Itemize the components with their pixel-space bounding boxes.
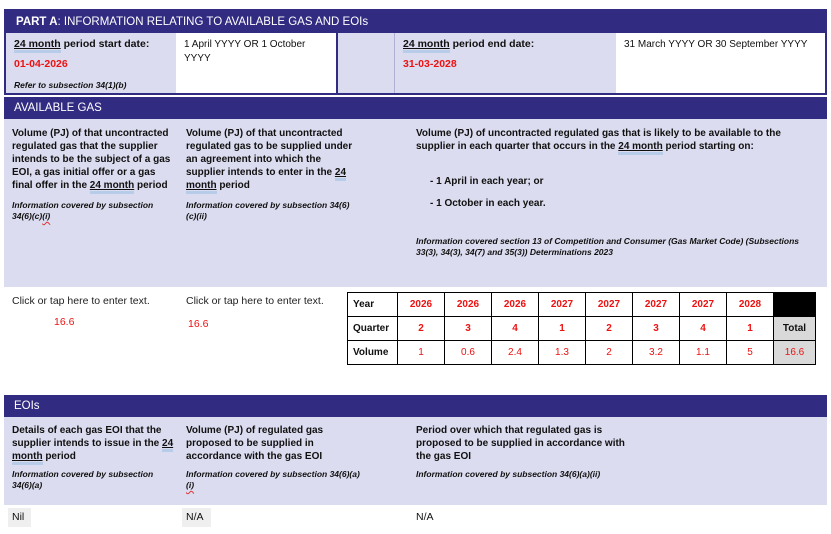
- qtable-quarter-row: [348, 317, 816, 341]
- start-date-label: [14, 38, 170, 50]
- qtable-quarter-cell[interactable]: 1: [727, 317, 774, 341]
- available-gas-title: AVAILABLE GAS: [14, 102, 102, 114]
- part-a-period-row: [6, 33, 825, 93]
- qtable-quarter-cell[interactable]: 2: [398, 317, 445, 341]
- ag-col1-note-main: Information covered by subsection 34(6)(c): [12, 200, 154, 221]
- qtable-year-row-label: Year: [348, 293, 398, 317]
- eoi-col1-note: Information covered by subsection 34(6)(a): [12, 469, 154, 490]
- eoi-col2-note: [186, 469, 364, 491]
- ag-col3-bullet-april: - 1 April in each year; or: [430, 176, 544, 187]
- end-date-value[interactable]: 31-03-2028: [403, 58, 457, 70]
- ag-col1-input-placeholder[interactable]: Click or tap here to enter text.: [12, 295, 150, 307]
- qtable-quarter-row-label: Quarter: [348, 317, 398, 341]
- start-date-label-rest: period start date:: [60, 38, 150, 50]
- qtable-quarter-cell[interactable]: 3: [633, 317, 680, 341]
- end-date-label-rest: period end date:: [449, 38, 535, 50]
- part-a-subtitle: : INFORMATION RELATING TO AVAILABLE GAS AND EOIs: [57, 16, 369, 28]
- ag-col1-header-pre: Volume (PJ) of that uncontracted regulated gas that the supplier intends to be the subject of a gas EOI, a gas initial offer or a gas final offer in the: [12, 128, 171, 191]
- eois-header-bar: [4, 395, 827, 417]
- ag-col3-bullet-october: - 1 October in each year.: [430, 198, 546, 209]
- spacer-cell: [336, 33, 394, 93]
- qtable-year-cell[interactable]: 2026: [398, 293, 445, 317]
- ag-col2-input-placeholder[interactable]: Click or tap here to enter text.: [186, 295, 324, 307]
- end-date-label: [403, 38, 610, 50]
- ag-col2-header-underlined: 24 month: [186, 167, 346, 194]
- qtable-quarter-cell[interactable]: 1: [539, 317, 586, 341]
- eoi-details-value[interactable]: Nil: [8, 508, 31, 527]
- qtable-total-value: 16.6: [774, 341, 816, 365]
- eoi-col2-note-squiggle: (i): [186, 480, 195, 490]
- ag-col3-header-pre: Volume (PJ) of uncontracted regulated gas that is likely to be available to the supplier in each quarter that occurs in the: [416, 128, 781, 152]
- end-date-label-underlined: 24 month: [403, 38, 450, 53]
- ag-col1-note-squiggle: (i): [42, 211, 51, 221]
- ag-col1-header-post: period: [134, 180, 168, 191]
- eoi-volume-value[interactable]: N/A: [182, 508, 211, 527]
- eois-values: [4, 505, 827, 534]
- ag-col3-header: [416, 127, 822, 153]
- ag-col3-header-cell: [416, 127, 822, 258]
- quarterly-volume-table: [347, 292, 816, 365]
- qtable-year-cell[interactable]: 2026: [492, 293, 539, 317]
- available-gas-column-headers: [4, 119, 827, 287]
- start-date-label-cell: [6, 33, 176, 93]
- eoi-col2-note-main: Information covered by subsection 34(6)(a): [186, 469, 360, 479]
- ag-col1-header-underlined: 24 month: [90, 180, 134, 194]
- qtable-year-row: [348, 293, 816, 317]
- eoi-col3-note: Information covered by subsection 34(6)(a)(ii): [416, 469, 601, 479]
- start-date-format-hint: 1 April YYYY OR 1 October YYYY: [176, 33, 336, 93]
- qtable-total-label: Total: [774, 317, 816, 341]
- eoi-col1-header-pre: Details of each gas EOI that the supplier intends to issue in the: [12, 425, 163, 449]
- qtable-quarter-cell[interactable]: 4: [492, 317, 539, 341]
- eoi-col3-header: Period over which that regulated gas is proposed to be supplied in accordance with the gas EOI: [416, 425, 625, 462]
- qtable-year-cell[interactable]: 2027: [539, 293, 586, 317]
- part-a-section: [4, 9, 827, 95]
- end-date-format-hint: 31 March YYYY OR 30 September YYYY: [616, 33, 825, 93]
- qtable-year-cell[interactable]: 2028: [727, 293, 774, 317]
- ag-col3-start-options: [430, 175, 822, 210]
- qtable-volume-row: [348, 341, 816, 365]
- available-gas-header-bar: [4, 97, 827, 119]
- qtable-black-cell: [774, 293, 816, 317]
- ag-col3-header-post: period starting on:: [662, 141, 754, 152]
- qtable-volume-cell[interactable]: 1.3: [539, 341, 586, 365]
- qtable-year-cell[interactable]: 2027: [586, 293, 633, 317]
- qtable-volume-cell[interactable]: 1: [398, 341, 445, 365]
- start-date-value[interactable]: 01-04-2026: [14, 58, 68, 70]
- ag-col1-header: [12, 127, 172, 192]
- qtable-year-cell[interactable]: 2026: [445, 293, 492, 317]
- part-a-title: PART A: [16, 16, 58, 28]
- available-gas-section: [4, 97, 827, 387]
- eoi-col1-header: [12, 424, 174, 463]
- eois-column-headers: [4, 417, 827, 505]
- eoi-col1-header-post: period: [42, 451, 76, 462]
- ag-col1-header-cell: [12, 127, 172, 222]
- qtable-volume-cell[interactable]: 1.1: [680, 341, 727, 365]
- ag-col3-note: Information covered section 13 of Competition and Consumer (Gas Market Code) (Subsections 33(3), 34(3), 34(7) and 35(3)) Determinations 2023: [416, 236, 800, 257]
- eoi-col3-header-cell: [416, 424, 638, 480]
- end-date-label-cell: [394, 33, 616, 93]
- eois-section: [4, 395, 827, 534]
- ag-col2-header-post: period: [216, 180, 250, 191]
- qtable-volume-cell[interactable]: 2.4: [492, 341, 539, 365]
- qtable-quarter-cell[interactable]: 3: [445, 317, 492, 341]
- eoi-col1-header-cell: [12, 424, 174, 491]
- ag-col2-header-cell: [186, 127, 354, 222]
- eois-title: EOIs: [14, 400, 40, 412]
- qtable-year-cell[interactable]: 2027: [633, 293, 680, 317]
- qtable-volume-cell[interactable]: 0.6: [445, 341, 492, 365]
- ag-col2-header-pre: Volume (PJ) of that uncontracted regulated gas to be supplied under an agreement into which the supplier intends to enter in the: [186, 128, 353, 178]
- qtable-volume-cell[interactable]: 3.2: [633, 341, 680, 365]
- qtable-volume-cell[interactable]: 2: [586, 341, 633, 365]
- eoi-period-value[interactable]: N/A: [416, 511, 434, 523]
- ag-col2-note: Information covered by subsection 34(6)(c)(ii): [186, 200, 350, 221]
- qtable-volume-cell[interactable]: 5: [727, 341, 774, 365]
- ag-col1-value[interactable]: 16.6: [54, 316, 75, 328]
- eoi-col1-header-underlined: 24 month: [12, 438, 173, 465]
- start-date-reference-note: Refer to subsection 34(1)(b): [14, 80, 127, 90]
- part-a-header-bar: [6, 11, 825, 33]
- ag-col2-value[interactable]: 16.6: [188, 318, 209, 330]
- ag-col2-header: [186, 127, 354, 192]
- qtable-quarter-cell[interactable]: 4: [680, 317, 727, 341]
- qtable-volume-row-label: Volume: [348, 341, 398, 365]
- eoi-col2-header-cell: [186, 424, 364, 491]
- qtable-year-cell[interactable]: 2027: [680, 293, 727, 317]
- qtable-quarter-cell[interactable]: 2: [586, 317, 633, 341]
- eoi-col2-header: Volume (PJ) of regulated gas proposed to be supplied in accordance with the gas EOI: [186, 425, 324, 462]
- ag-col3-header-underlined: 24 month: [618, 141, 662, 155]
- available-gas-values: [4, 287, 827, 387]
- ag-col1-note: [12, 200, 172, 222]
- start-date-label-underlined: 24 month: [14, 38, 61, 53]
